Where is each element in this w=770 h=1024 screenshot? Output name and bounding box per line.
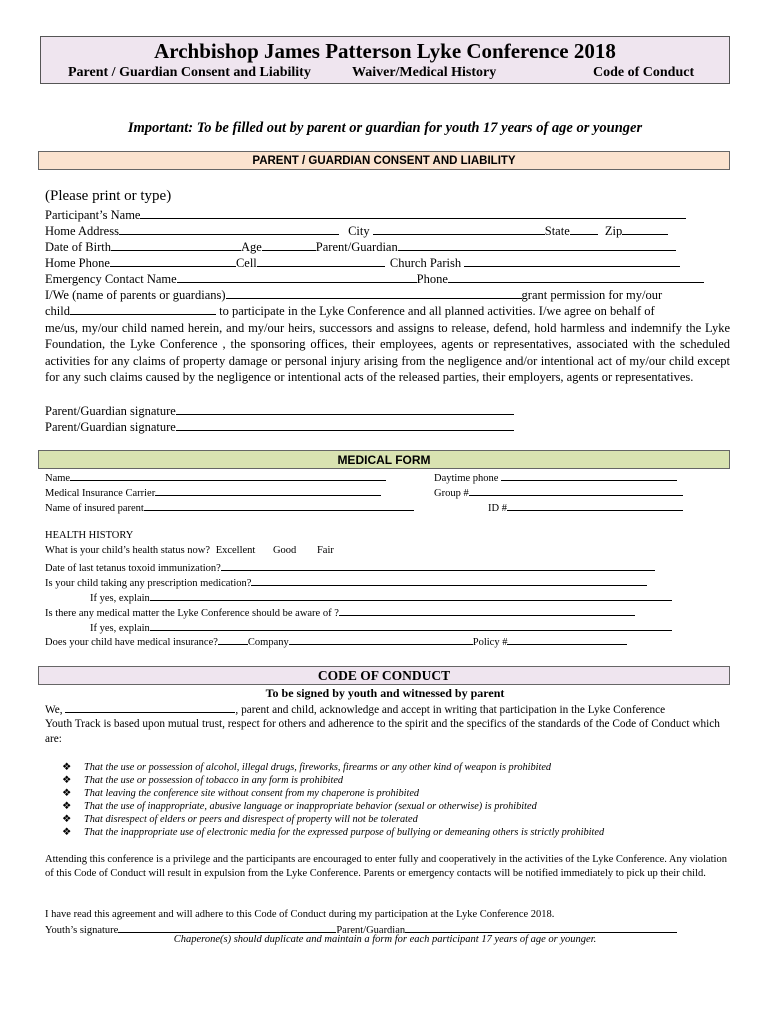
address-row — [45, 223, 668, 239]
parent-guardian-field[interactable] — [398, 239, 676, 251]
consent-heading: PARENT / GUARDIAN CONSENT AND LIABILITY — [38, 151, 730, 170]
matter-label: Is there any medical matter the Lyke Conference should be aware of ? — [45, 608, 339, 619]
parent-guardian-label: Parent/Guardian — [315, 240, 398, 254]
status-row — [45, 543, 334, 559]
youth-sig-label: Youth’s signature — [45, 925, 119, 936]
home-phone-label: Home Phone — [45, 256, 110, 270]
diamond-bullet-icon: ❖ — [62, 801, 72, 812]
agreement-text: I have read this agreement and will adhere to this Code of Conduct during my participation at the Lyke Conference 2018. — [45, 909, 555, 920]
conduct-subheading: To be signed by youth and witnessed by parent — [265, 686, 505, 700]
insured-row — [45, 499, 414, 517]
youth-signature-field[interactable] — [118, 921, 336, 933]
subtitle-conduct: Code of Conduct — [593, 65, 695, 80]
participant-row — [45, 207, 686, 223]
group-label: Group # — [434, 488, 469, 499]
title-box — [40, 36, 730, 84]
insurance-row — [45, 633, 627, 651]
sig1-label: Parent/Guardian signature — [45, 404, 176, 418]
state-label: State — [544, 224, 570, 238]
church-parish-field[interactable] — [464, 255, 680, 267]
insurance-answer-field[interactable] — [218, 633, 248, 645]
emergency-phone-field[interactable] — [448, 271, 704, 283]
sig2-label: Parent/Guardian signature — [45, 420, 176, 434]
please-print: (Please print or type) — [45, 188, 172, 204]
conduct-bullet-item — [62, 761, 551, 774]
policy-field[interactable] — [507, 633, 627, 645]
conduct-bullet-item — [62, 813, 418, 826]
id-label: ID # — [488, 503, 507, 514]
if-yes-1-label: If yes, explain — [90, 593, 150, 604]
status-excellent[interactable]: Excellent — [215, 545, 256, 556]
if-yes-2-label: If yes, explain — [90, 623, 150, 634]
participate-text: to participate in the Lyke Conference and all planned activities. I/we agree on behalf of — [216, 304, 655, 318]
med-name-label: Name — [45, 473, 71, 484]
conduct-bullet-text: That leaving the conference site without consent from my chaperone is prohibited — [84, 788, 420, 799]
daytime-phone-field[interactable] — [501, 469, 677, 481]
daytime-label: Daytime phone — [434, 473, 499, 484]
age-field[interactable] — [262, 239, 316, 251]
diamond-bullet-icon: ❖ — [62, 827, 72, 838]
guardian-signature-1-field[interactable] — [176, 403, 514, 415]
id-row — [488, 499, 683, 517]
insured-label: Name of insured parent — [45, 503, 144, 514]
iwe-row — [45, 287, 662, 303]
conduct-heading: CODE OF CONDUCT — [38, 666, 730, 685]
conduct-we-row — [45, 701, 665, 718]
id-field[interactable] — [507, 499, 683, 511]
subtitle-medical: Waiver/Medical History — [352, 65, 497, 80]
med-name-field[interactable] — [70, 469, 386, 481]
home-address-label: Home Address — [45, 224, 119, 238]
sig1-row — [45, 403, 514, 419]
tetanus-field[interactable] — [221, 559, 655, 571]
carrier-label: Medical Insurance Carrier — [45, 488, 156, 499]
emergency-row — [45, 271, 704, 287]
conduct-bullet-text: That the use of inappropriate, abusive language or inappropriate behavior (sexual or otherwise) is prohibited — [84, 801, 537, 812]
status-question: What is your child’s health status now? — [45, 545, 211, 556]
subtitle-consent: Parent / Guardian Consent and Liability — [68, 65, 311, 80]
sig2-row — [45, 419, 514, 435]
company-label: Company — [247, 637, 289, 648]
we-names-field[interactable] — [65, 701, 235, 713]
cell-field[interactable] — [257, 255, 385, 267]
status-good[interactable]: Good — [272, 545, 297, 556]
emergency-label: Emergency Contact Name — [45, 272, 177, 286]
dob-label: Date of Birth — [45, 240, 111, 254]
matter-field[interactable] — [339, 604, 635, 616]
conduct-bullet-text: That the use or possession of alcohol, illegal drugs, fireworks, firearms or any other kind of weapon is prohibited — [84, 762, 552, 773]
parent-signature-field[interactable] — [405, 921, 677, 933]
conduct-bullet-item — [62, 787, 419, 800]
home-phone-field[interactable] — [110, 255, 236, 267]
we-label: We, — [45, 704, 66, 716]
conduct-bullet-item — [62, 774, 343, 787]
insured-field[interactable] — [144, 499, 414, 511]
state-field[interactable] — [570, 223, 598, 235]
diamond-bullet-icon: ❖ — [62, 788, 72, 799]
diamond-bullet-icon: ❖ — [62, 762, 72, 773]
chaperone-note: Chaperone(s) should duplicate and maintain a form for each participant 17 years of age or younger. — [173, 934, 597, 945]
phone-label: Phone — [416, 272, 448, 286]
conduct-bullet-item — [62, 826, 604, 839]
emergency-name-field[interactable] — [177, 271, 417, 283]
child-name-field[interactable] — [70, 303, 216, 315]
phone-row — [45, 255, 680, 271]
zip-field[interactable] — [622, 223, 668, 235]
policy-label: Policy # — [472, 637, 508, 648]
health-history-title: HEALTH HISTORY — [45, 530, 134, 541]
conduct-bullet-text: That the use or possession of tobacco in any form is prohibited — [84, 775, 344, 786]
prescription-field[interactable] — [251, 574, 647, 586]
iwe-label: I/We (name of parents or guardians) — [45, 288, 226, 302]
medical-heading: MEDICAL FORM — [38, 450, 730, 469]
attending-paragraph: Attending this conference is a privilege and the participants are encouraged to enter fully and cooperatively in the activities of the Lyke Conference. Any violation of this Code of Conduct will result in expulsion from the Lyke Conference. Parents or emergency contacts will be notified immediately to pick up their child. — [45, 854, 727, 879]
insurance-question: Does your child have medical insurance? — [45, 637, 218, 648]
conduct-intro: , parent and child, acknowledge and accept in writing that participation in the Lyke Conference — [235, 704, 666, 716]
conduct-intro-cont: Youth Track is based upon mutual trust, respect for others and adherence to the spirit and the specifics of the standards of the Code of Conduct which are: — [45, 718, 720, 745]
diamond-bullet-icon: ❖ — [62, 775, 72, 786]
participant-name-field[interactable] — [140, 207, 686, 219]
child-label: child — [45, 304, 70, 318]
zip-label: Zip — [604, 224, 623, 238]
prescription-label: Is your child taking any prescription medication? — [45, 578, 252, 589]
company-field[interactable] — [289, 633, 473, 645]
home-address-field[interactable] — [119, 223, 339, 235]
carrier-field[interactable] — [155, 484, 381, 496]
conduct-bullet-text: That the inappropriate use of electronic media for the expressed purpose of bullying or demeaning others is strictly prohibited — [84, 827, 605, 838]
important-note: Important: To be filled out by parent or guardian for youth 17 years of age or younger — [127, 120, 643, 136]
conduct-bullet-text: That disrespect of elders or peers and disrespect of property will not be tolerated — [84, 814, 418, 825]
if-yes-2-field[interactable] — [150, 619, 672, 631]
release-paragraph: me/us, my/our child named herein, and my/our heirs, successors and assigns to release, defend, hold harmless and indemnify the Lyke Foundation, the Lyke Conference , the sponsoring offices, their employees, agents or representatives, associated with the scheduled activities for any claims of property damage or personal injury arising from the negligence and/or intentional act of my/our child except for any such claims caused by the negligence or intentional acts of the released parties, their employers, agents or representatives. — [45, 321, 730, 384]
age-label: Age — [240, 240, 262, 254]
cell-label: Cell — [235, 256, 257, 270]
status-fair[interactable]: Fair — [316, 545, 334, 556]
guardian-signature-2-field[interactable] — [176, 419, 514, 431]
form-title: Archbishop James Patterson Lyke Conference 2018 — [154, 39, 616, 63]
group-field[interactable] — [469, 484, 683, 496]
parent-guardian-sig-label: Parent/Guardian — [336, 925, 406, 936]
dob-field[interactable] — [111, 239, 241, 251]
conduct-bullet-item — [62, 800, 537, 813]
church-parish-label: Church Parish — [389, 256, 462, 270]
child-row — [45, 303, 655, 319]
grant-label: grant permission for my/our — [521, 288, 663, 302]
if-yes-1-field[interactable] — [150, 589, 672, 601]
city-field[interactable] — [373, 223, 545, 235]
tetanus-label: Date of last tetanus toxoid immunization? — [45, 563, 221, 574]
guardian-names-field[interactable] — [226, 287, 522, 299]
diamond-bullet-icon: ❖ — [62, 814, 72, 825]
dob-row — [45, 239, 676, 255]
participant-label: Participant’s Name — [45, 208, 141, 222]
city-label: City — [348, 224, 370, 238]
